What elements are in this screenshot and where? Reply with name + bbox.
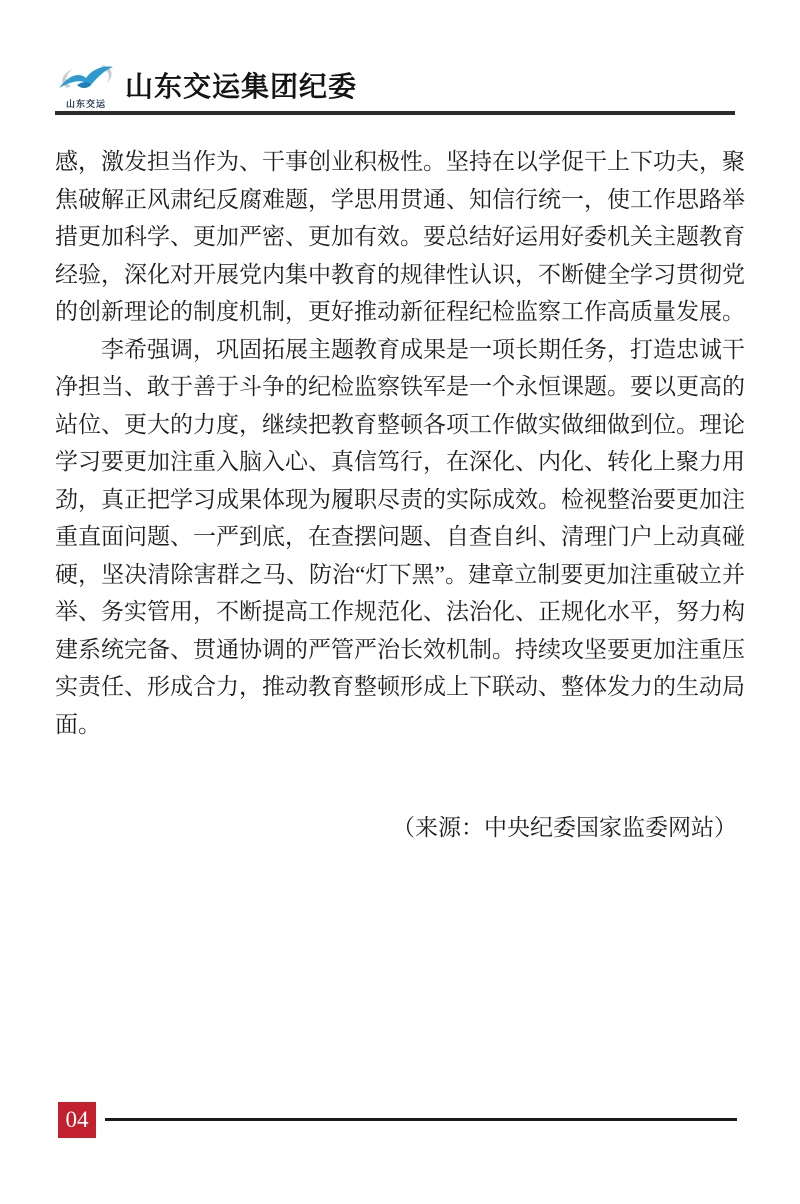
paragraph-1: 感，激发担当作为、干事创业积极性。坚持在以学促干上下功夫，聚焦破解正风肃纪反腐难题，学思用贯通、知信行统一，使工作思路举措更加科学、更加严密、更加有效。要总结好运用好委机关主题教育经验，深化对开展党内集中教育的规律性认识，不断健全学习贯彻党的创新理论的制度机制，更好推动新征程纪检监察工作高质量发展。	[55, 149, 745, 324]
page-header	[55, 58, 745, 112]
paragraph-2: 李希强调，巩固拓展主题教育成果是一项长期任务，打造忠诚干净担当、敢于善于斗争的纪检监察铁军是一个永恒课题。要以更高的站位、更大的力度，继续把教育整顿各项工作做实做细做到位。理论学习要更加注重入脑入心、真信笃行，在深化、内化、转化上聚力用劲，真正把学习成果体现为履职尽责的实际成效。检视整治要更加注重直面问题、一严到底，在查摆问题、自查自纠、清理门户上动真碰硬，坚决清除害群之马、防治“灯下黑”。建章立制要更加注重破立并举、务实管用，不断提高工作规范化、法治化、正规化水平，努力构建系统完备、贯通协调的严管严治长效机制。持续攻坚要更加注重压实责任、形成合力，推动教育整顿形成上下联动、整体发力的生动局面。	[55, 336, 745, 737]
footer-divider	[105, 1118, 737, 1121]
logo-caption: 山东交运	[65, 98, 106, 109]
header-divider	[55, 111, 735, 115]
logo	[55, 61, 117, 110]
page-footer	[58, 1101, 742, 1138]
article-body	[55, 143, 745, 847]
page-title: 山东交运集团纪委	[125, 71, 358, 102]
page-number-badge: 04	[58, 1102, 96, 1138]
bird-swoosh-icon	[57, 61, 115, 99]
source-attribution: （来源：中央纪委国家监委网站）	[392, 815, 737, 840]
